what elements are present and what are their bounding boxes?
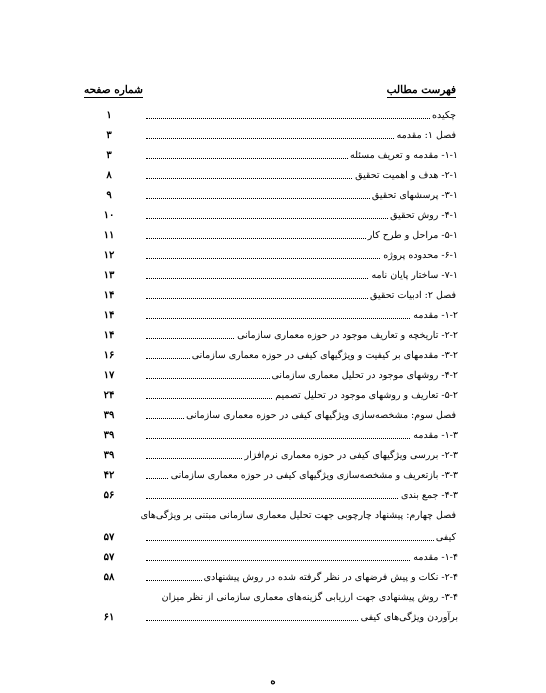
toc-row — [0, 508, 546, 524]
toc-title: فهرست مطالب — [386, 84, 456, 96]
toc-row — [0, 570, 546, 586]
toc-entry-label: ۱-۴- مقدمه — [411, 550, 458, 566]
toc-entry-label: ۲-۲- تاریخچه و تعاریف موجود در حوزه معماری سازمانی — [235, 328, 458, 344]
dot-leader — [146, 118, 456, 119]
toc-entry-page: ۳۹ — [103, 410, 115, 421]
toc-row — [0, 590, 546, 606]
toc-row — [0, 108, 546, 124]
toc-entry-page: ۱ — [106, 110, 112, 121]
toc-entry-page: ۱۷ — [103, 370, 115, 381]
toc-row — [0, 368, 546, 384]
toc-row — [0, 388, 546, 404]
toc-row — [0, 228, 546, 244]
toc-row — [0, 488, 546, 504]
page-footer-number: ه — [270, 676, 276, 687]
toc-entry-label: فصل ۲: ادبیات تحقیق — [368, 288, 456, 304]
toc-entry-label: فصل چهارم: پیشنهاد چارچوبی جهت تحلیل معماری سازمانی مبتنی بر ویژگی‌های — [139, 508, 456, 524]
toc-entry-label: ۳-۴- روش پیشنهادی جهت ارزیابی گزینه‌های معماری سازمانی از نظر میزان — [160, 590, 458, 606]
toc-entry-label: چکیده — [430, 108, 456, 124]
toc-row — [0, 348, 546, 364]
toc-entry-label: ۲-۴- نکات و پیش فرضهای در نظر گرفته شده در روش پیشنهادی — [202, 570, 458, 586]
toc-entry-page: ۲۴ — [103, 390, 115, 401]
toc-row — [0, 268, 546, 284]
toc-row — [0, 128, 546, 144]
toc-entry-label: ۷-۱- ساختار پایان نامه — [369, 268, 458, 284]
toc-entry-label: ۶-۱- محدوده پروژه — [381, 248, 458, 264]
toc-entry-page: ۹ — [106, 190, 112, 201]
toc-entry-page: ۵۷ — [103, 552, 115, 563]
toc-entry-page: ۳۹ — [103, 430, 115, 441]
toc-row — [0, 428, 546, 444]
toc-entry-page: ۳ — [106, 150, 112, 161]
toc-row — [0, 610, 546, 626]
toc-row — [0, 308, 546, 324]
toc-entry-label: ۱-۳- مقدمه — [411, 428, 458, 444]
toc-entry-label: ۴-۱- روش تحقیق — [388, 208, 458, 224]
toc-row — [0, 148, 546, 164]
toc-entry-page: ۵۷ — [103, 532, 115, 543]
toc-row — [0, 448, 546, 464]
toc-entry-label: ۴-۳- جمع بندی — [399, 488, 458, 504]
page-number-column-header: شماره صفحه — [84, 84, 143, 96]
toc-row — [0, 248, 546, 264]
toc-row — [0, 288, 546, 304]
toc-entry-label: کیفی — [434, 530, 456, 546]
toc-entry-label: ۳-۲- مقدمهای بر کیفیت و ویژگیهای کیفی در حوزه معماری سازمانی — [190, 348, 458, 364]
toc-row — [0, 408, 546, 424]
toc-entry-page: ۱۱ — [103, 230, 115, 241]
toc-entry-label: ۵-۲- تعاریف و روشهای موجود در تحلیل تصمیم — [273, 388, 458, 404]
toc-entry-label: فصل ۱: مقدمه — [395, 128, 456, 144]
toc-entry-page: ۱۴ — [103, 290, 115, 301]
toc-row — [0, 468, 546, 484]
toc-entry-page: ۳۹ — [103, 450, 115, 461]
toc-entry-label: ۲-۳- بررسی ویژگیهای کیفی در حوزه معماری نرم‌افزار — [243, 448, 458, 464]
toc-entry-page: ۱۴ — [103, 330, 115, 341]
toc-row — [0, 188, 546, 204]
toc-entry-label: فصل سوم: مشخصه‌سازی ویژگیهای کیفی در حوزه معماری سازمانی — [184, 408, 456, 424]
toc-row — [0, 550, 546, 566]
toc-entry-label: ۱-۱- مقدمه و تعریف مسئله — [348, 148, 458, 164]
toc-entry-label: ۴-۲- روشهای موجود در تحلیل معماری سازمانی — [270, 368, 458, 384]
toc-row — [0, 208, 546, 224]
toc-row — [0, 168, 546, 184]
toc-entry-page: ۴۲ — [103, 470, 115, 481]
toc-row — [0, 530, 546, 546]
toc-entry-page: ۳ — [106, 130, 112, 141]
toc-entry-page: ۱۳ — [103, 270, 115, 281]
toc-entry-label: برآوردن ویژگی‌های کیفی — [359, 610, 458, 626]
toc-entry-label: ۳-۱- پرسشهای تحقیق — [370, 188, 458, 204]
toc-entry-page: ۵۶ — [103, 490, 115, 501]
toc-entry-page: ۱۴ — [103, 310, 115, 321]
dot-leader — [146, 540, 456, 541]
toc-entry-page: ۱۶ — [103, 350, 115, 361]
toc-entry-label: ۳-۳- بازتعریف و مشخصه‌سازی ویژگیهای کیفی در حوزه معماری سازمانی — [169, 468, 458, 484]
toc-row — [0, 328, 546, 344]
toc-entry-label: ۵-۱- مراحل و طرح کار — [366, 228, 458, 244]
toc-entry-page: ۱۰ — [103, 210, 115, 221]
toc-entry-label: ۱-۲- مقدمه — [411, 308, 458, 324]
toc-entry-page: ۱۲ — [103, 250, 115, 261]
toc-entry-page: ۵۸ — [103, 572, 115, 583]
toc-entry-page: ۸ — [106, 170, 112, 181]
toc-entry-page: ۶۱ — [103, 612, 115, 623]
toc-entry-label: ۲-۱- هدف و اهمیت تحقیق — [353, 168, 458, 184]
